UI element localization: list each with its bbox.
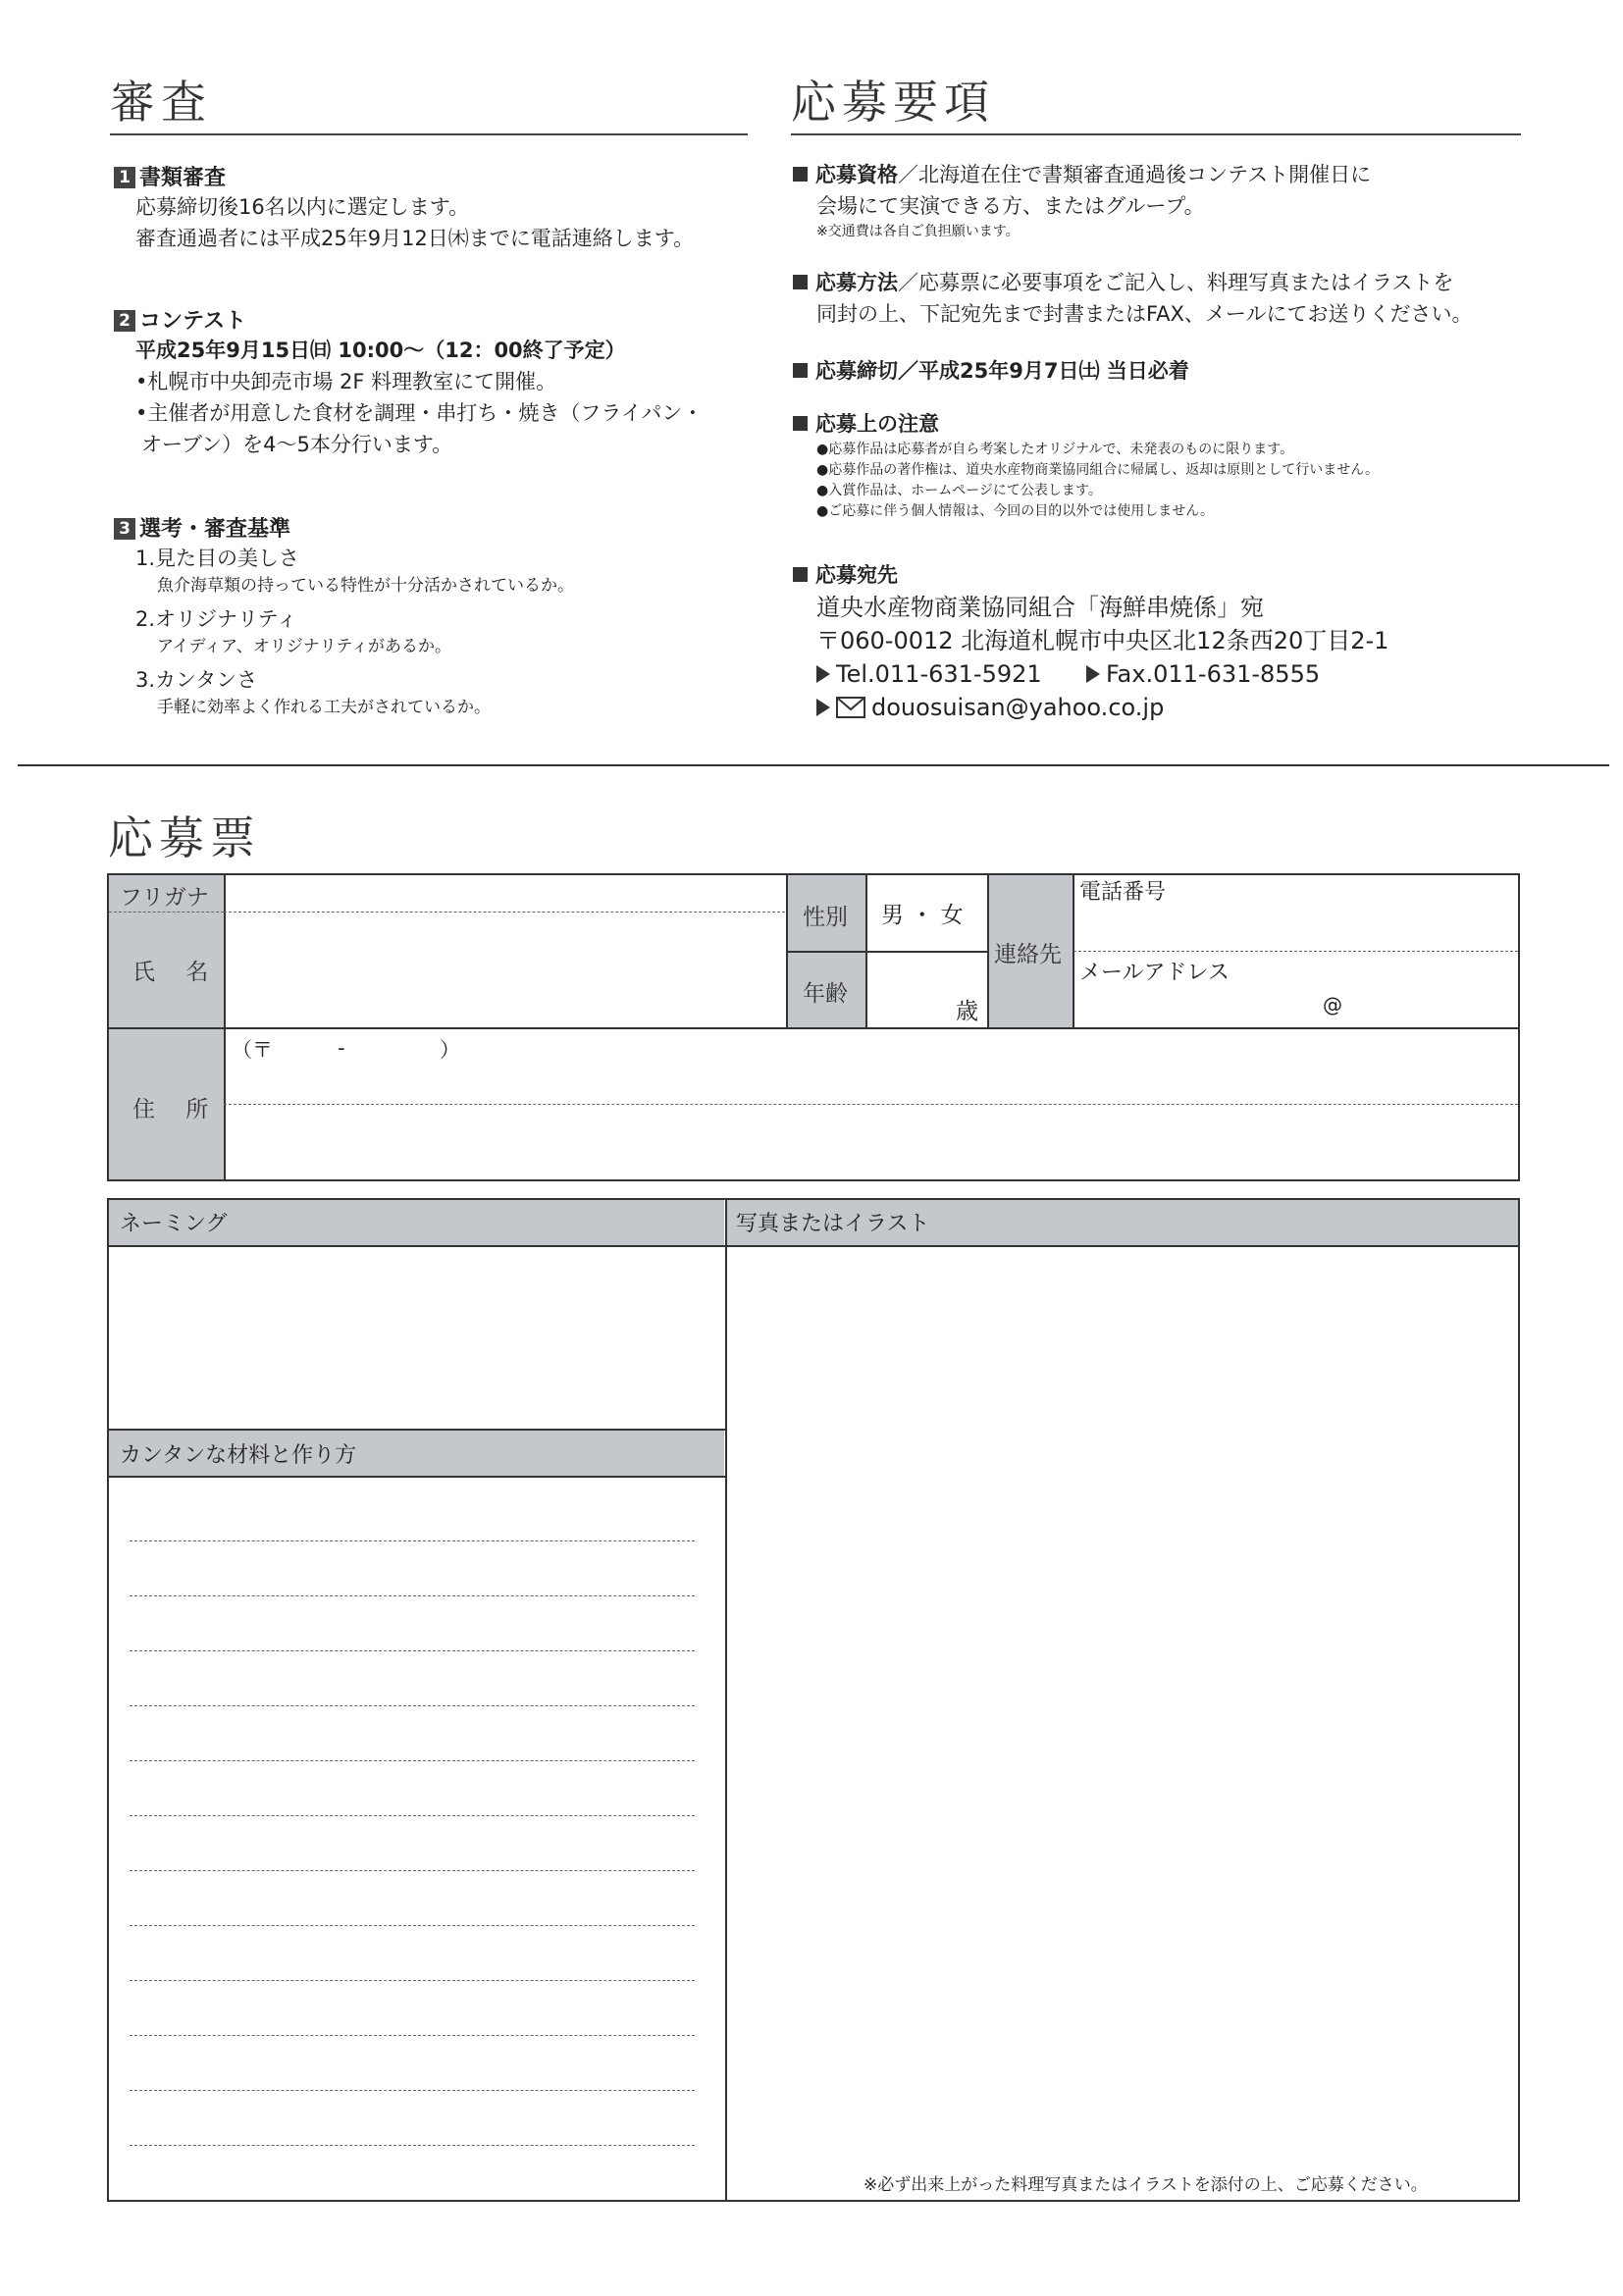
furigana-label: フリガナ bbox=[120, 885, 209, 911]
address-label: 住 所 bbox=[132, 1097, 221, 1122]
address-line1-input[interactable] bbox=[228, 1064, 1513, 1101]
address-block bbox=[793, 559, 1539, 727]
review-title: 審査 bbox=[110, 76, 212, 129]
gender-options[interactable]: 男 ・ 女 bbox=[881, 903, 964, 928]
name-input[interactable] bbox=[228, 914, 783, 1024]
section-number-badge: 3 bbox=[114, 518, 135, 540]
postal-close: ） bbox=[440, 1038, 460, 1062]
postal-code-first-input[interactable] bbox=[283, 1030, 332, 1060]
review-section-2 bbox=[114, 304, 703, 460]
recipe-line bbox=[130, 1980, 695, 1981]
email-label: メールアドレス bbox=[1079, 961, 1230, 985]
section-text: オーブン）を4～5本分行います。 bbox=[141, 433, 453, 456]
recipe-line bbox=[130, 1540, 695, 1541]
naming-input[interactable] bbox=[113, 1250, 719, 1425]
section-heading: コンテスト bbox=[139, 309, 247, 334]
section-number-badge: 1 bbox=[114, 167, 135, 188]
review-section-1 bbox=[114, 161, 694, 254]
eligibility-text: ／北海道在住で書類審査通過後コンテスト開催日に bbox=[898, 163, 1372, 186]
age-unit: 歳 bbox=[956, 999, 978, 1024]
recipe-line bbox=[130, 1705, 695, 1706]
email-at-sign: @ bbox=[1323, 993, 1342, 1017]
age-label: 年齢 bbox=[803, 981, 848, 1007]
phone-label: 電話番号 bbox=[1079, 880, 1167, 905]
address-label: 応募宛先 bbox=[815, 563, 898, 587]
recipe-line bbox=[130, 1870, 695, 1871]
recipe-input[interactable] bbox=[113, 1482, 719, 2168]
deadline-block bbox=[793, 355, 1539, 387]
criterion-desc: 手軽に効率よく作れる工夫がされているか。 bbox=[157, 698, 491, 717]
recipe-line bbox=[130, 2035, 695, 2036]
deadline-text: ／平成25年9月7日㈯ 当日必着 bbox=[898, 359, 1189, 383]
address-postal: 〒060-0012 北海道札幌市中央区北12条西20丁目2-1 bbox=[816, 627, 1389, 654]
photo-label: 写真またはイラスト bbox=[736, 1212, 930, 1236]
eligibility-label: 応募資格 bbox=[815, 163, 898, 186]
recipe-line bbox=[130, 2090, 695, 2091]
bullet-square-icon bbox=[793, 275, 808, 289]
postal-open: （〒 bbox=[232, 1038, 273, 1062]
review-title-rule bbox=[110, 133, 748, 135]
postal-dash: - bbox=[338, 1036, 345, 1060]
review-section-3 bbox=[114, 512, 574, 719]
deadline-label: 応募締切 bbox=[815, 359, 898, 383]
section-number-badge: 2 bbox=[114, 310, 135, 332]
section-divider bbox=[18, 764, 1609, 766]
section-text: •主催者が用意した食材を調理・串打ち・焼き（フライパン・ bbox=[135, 401, 704, 425]
bullet-square-icon bbox=[793, 363, 808, 378]
contact-label: 連絡先 bbox=[994, 942, 1062, 967]
criterion-desc: 魚介海草類の持っている特性が十分活かされているか。 bbox=[157, 576, 574, 596]
recipe-line bbox=[130, 1815, 695, 1816]
criterion-title: 1.見た目の美しさ bbox=[135, 547, 300, 570]
eligibility-block bbox=[793, 159, 1539, 242]
guidelines-title-rule bbox=[791, 133, 1521, 135]
arrow-right-icon bbox=[1086, 665, 1100, 683]
form-footnote: ※必ず出来上がった料理写真またはイラストを添付の上、ご応募ください。 bbox=[864, 2175, 1428, 2195]
note-item: ●入賞作品は、ホームページにて公表します。 bbox=[816, 483, 1102, 498]
contest-date: 平成25年9月15日㈰ 10:00～（12：00終了予定） bbox=[135, 339, 626, 362]
bullet-square-icon bbox=[793, 167, 808, 182]
furigana-input[interactable] bbox=[228, 877, 783, 911]
recipe-line bbox=[130, 1650, 695, 1651]
bullet-square-icon bbox=[793, 567, 808, 582]
criterion-title: 2.オリジナリティ bbox=[135, 607, 297, 631]
bullet-square-icon bbox=[793, 416, 808, 431]
section-text: 審査通過者には平成25年9月12日㈭までに電話連絡します。 bbox=[135, 227, 695, 250]
method-block bbox=[793, 267, 1539, 330]
address-org: 道央水産物商業協同組合「海鮮串焼係」宛 bbox=[816, 594, 1264, 621]
note-item: ●応募作品の著作権は、道央水産物商業協同組合に帰属し、返却は原則として行いません。 bbox=[816, 462, 1380, 478]
note-item: ●ご応募に伴う個人情報は、今回の目的以外では使用しません。 bbox=[816, 503, 1215, 519]
phone-input[interactable] bbox=[1077, 907, 1514, 948]
address-fax[interactable]: Fax.011-631-8555 bbox=[1105, 660, 1321, 688]
recipe-line bbox=[130, 1595, 695, 1596]
eligibility-text: 会場にて実演できる方、またはグループ。 bbox=[816, 194, 1205, 218]
note-item: ●応募作品は応募者が自ら考案したオリジナルで、未発表のものに限ります。 bbox=[816, 442, 1294, 457]
notes-block bbox=[793, 408, 1539, 522]
address-email[interactable]: douosuisan@yahoo.co.jp bbox=[871, 694, 1165, 721]
section-text: 応募締切後16名以内に選定します。 bbox=[135, 195, 470, 219]
email-input[interactable] bbox=[1077, 985, 1514, 1024]
criterion-desc: アイディア、オリジナリティがあるか。 bbox=[157, 637, 452, 656]
name-label: 氏 名 bbox=[132, 960, 221, 985]
section-heading: 選考・審査基準 bbox=[139, 517, 291, 542]
method-text: ／応募票に必要事項をご記入し、料理写真またはイラストを bbox=[898, 271, 1454, 294]
notes-label: 応募上の注意 bbox=[815, 412, 939, 436]
method-text: 同封の上、下記宛先まで封書またはFAX、メールにてお送りください。 bbox=[816, 302, 1473, 326]
method-label: 応募方法 bbox=[815, 271, 898, 294]
recipe-line bbox=[130, 1760, 695, 1761]
envelope-icon bbox=[836, 694, 865, 727]
section-heading: 書類審査 bbox=[139, 166, 227, 190]
address-tel[interactable]: Tel.011-631-5921 bbox=[836, 660, 1042, 688]
naming-label: ネーミング bbox=[120, 1212, 228, 1236]
recipe-label: カンタンな材料と作り方 bbox=[120, 1443, 357, 1468]
postal-code-second-input[interactable] bbox=[353, 1030, 442, 1060]
gender-label: 性別 bbox=[803, 905, 848, 930]
arrow-right-icon bbox=[816, 665, 830, 683]
arrow-right-icon bbox=[816, 699, 830, 716]
eligibility-note: ※交通費は各自ご負担願います。 bbox=[816, 224, 1020, 239]
section-text: •札幌市中央卸売市場 2F 料理教室にて開催。 bbox=[135, 370, 557, 393]
recipe-line bbox=[130, 1925, 695, 1926]
criterion-title: 3.カンタンさ bbox=[135, 668, 258, 692]
address-line2-input[interactable] bbox=[228, 1109, 1513, 1175]
photo-area[interactable] bbox=[731, 1250, 1514, 2153]
form-title: 応募票 bbox=[108, 811, 261, 864]
recipe-line bbox=[130, 2145, 695, 2146]
guidelines-title: 応募要項 bbox=[791, 76, 995, 129]
